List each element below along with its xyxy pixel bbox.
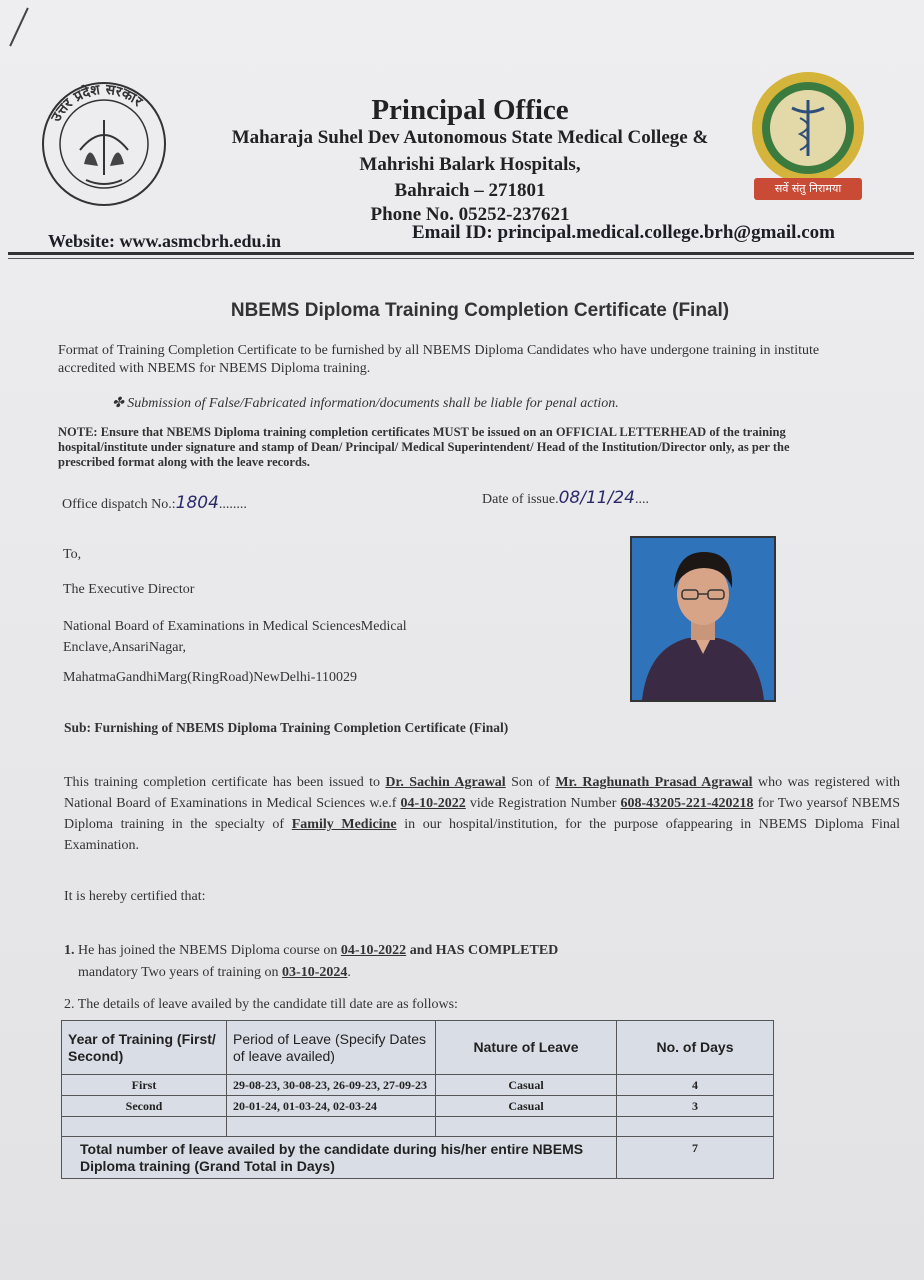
dispatch-dots: ........ [218, 497, 247, 512]
point-1-number: 1. [64, 943, 75, 958]
registration-number: 608-43205-221-420218 [620, 796, 754, 811]
point-1-text-2: mandatory Two years of training on [78, 965, 279, 980]
header-nature: Nature of Leave [436, 1021, 617, 1075]
row-days: 3 [617, 1096, 774, 1117]
issue-date-dots: .... [634, 492, 649, 507]
svg-text:उत्तर प्रदेश सरकार [48, 82, 146, 126]
certified-heading: It is hereby certified that: [64, 889, 206, 904]
recipient-address-1: National Board of Examinations in Medical SciencesMedical Enclave,AnsariNagar, [63, 619, 407, 655]
recipient-address-2: MahatmaGandhiMarg(RingRoad)NewDelhi-110029 [63, 670, 357, 685]
total-days: 7 [617, 1137, 774, 1179]
subject-line: Sub: Furnishing of NBEMS Diploma Training Completion Certificate (Final) [64, 720, 509, 735]
point-1-text: He has joined the NBEMS Diploma course on [78, 943, 338, 958]
college-city: Bahraich – 271801 [394, 180, 546, 201]
row-nature: Casual [436, 1075, 617, 1096]
pen-mark [9, 8, 29, 47]
registration-date: 04-10-2022 [400, 796, 466, 811]
college-motto: सर्वे संतु निरामया [754, 178, 862, 200]
point-2: 2. The details of leave availed by the candidate till date are as follows: [64, 997, 458, 1012]
leave-table [61, 1020, 774, 1179]
leave-table-header [62, 1021, 774, 1075]
row-period: 20-01-24, 01-03-24, 02-03-24 [227, 1096, 436, 1117]
up-government-seal [40, 80, 168, 208]
dispatch-label: Office dispatch No.: [62, 497, 176, 512]
header-days: No. of Days [617, 1021, 774, 1075]
issue-date-line [482, 488, 649, 508]
completion-date: 03-10-2024 [282, 965, 348, 980]
college-website: Website: www.asmcbrh.edu.in [48, 231, 282, 251]
college-email: Email ID: principal.medical.college.brh@gmail.com [412, 222, 835, 243]
college-phone: Phone No. 05252-237621 [370, 204, 570, 225]
specialty: Family Medicine [291, 817, 397, 832]
certificate-body [64, 772, 900, 856]
body-text: vide Registration Number [469, 796, 617, 811]
point-1-period: . [347, 965, 351, 980]
father-name: Mr. Raghunath Prasad Agrawal [555, 775, 753, 790]
bullet-icon: ✤ [112, 396, 124, 411]
table-row [62, 1096, 774, 1117]
college-name-line1: Maharaja Suhel Dev Autonomous State Medical College & [231, 127, 709, 148]
joining-date: 04-10-2022 [340, 943, 407, 958]
row-period: 29-08-23, 30-08-23, 26-09-23, 27-09-23 [227, 1075, 436, 1096]
candidate-name: Dr. Sachin Agrawal [385, 775, 506, 790]
college-name-line2: Mahrishi Balark Hospitals, [359, 154, 581, 175]
header-year: Year of Training (First/ Second) [62, 1021, 227, 1075]
table-row [62, 1075, 774, 1096]
header-period: Period of Leave (Specify Dates of leave availed) [227, 1021, 436, 1075]
penal-warning [112, 395, 619, 412]
point-1-completed: and HAS COMPLETED [409, 943, 559, 958]
penal-warning-text: Submission of False/Fabricated information/documents shall be liable for penal action. [127, 396, 619, 411]
row-year: Second [62, 1096, 227, 1117]
row-year: First [62, 1075, 227, 1096]
body-text: in our hospital/institution, for the purpose ofappearing in NBEMS Diploma Final Examination. [64, 817, 901, 853]
dispatch-line [62, 493, 247, 513]
issue-date-label: Date of issue. [482, 492, 559, 507]
row-days: 4 [617, 1075, 774, 1096]
row-nature: Casual [436, 1096, 617, 1117]
table-total-row [62, 1137, 774, 1179]
seal-text: उत्तर प्रदेश सरकार [48, 81, 146, 125]
format-note: Format of Training Completion Certificate to be furnished by all NBEMS Diploma Candidates who have undergone training in institute accredited with NBEMS for NBEMS Diploma training. [58, 343, 820, 376]
recipient-title: The Executive Director [63, 582, 195, 597]
candidate-photo [630, 536, 776, 702]
dispatch-number: 1804 [175, 493, 219, 513]
table-row-empty [62, 1117, 774, 1137]
issue-date-value: 08/11/24 [558, 488, 635, 508]
letterhead-rule-thin [8, 258, 914, 259]
letterhead-note: NOTE: Ensure that NBEMS Diploma training completion certificates MUST be issued on an OFFICIAL LETTERHEAD of the training hospital/institute under signature and stamp of Dean/ Principal/ Medical Superintendent/ Head of the Institution/Director only, as per the prescribed format along with the leave records. [58, 425, 790, 469]
certificate-title: NBEMS Diploma Training Completion Certificate (Final) [230, 300, 730, 321]
salutation: To, [63, 547, 82, 562]
body-text: Son of [511, 775, 550, 790]
total-label: Total number of leave availed by the candidate during his/her entire NBEMS Diploma training (Grand Total in Days) [62, 1137, 617, 1179]
body-text: This training completion certificate has been issued to [64, 775, 380, 790]
office-title: Principal Office [371, 94, 569, 126]
body-text: for Two yearsof NBEMS Diploma training in the specialty of [64, 796, 901, 832]
letterhead-rule [8, 252, 914, 255]
body-text: who was registered with National Board of Examinations in Medical Sciences w.e.f [64, 775, 901, 811]
point-1 [64, 940, 664, 984]
